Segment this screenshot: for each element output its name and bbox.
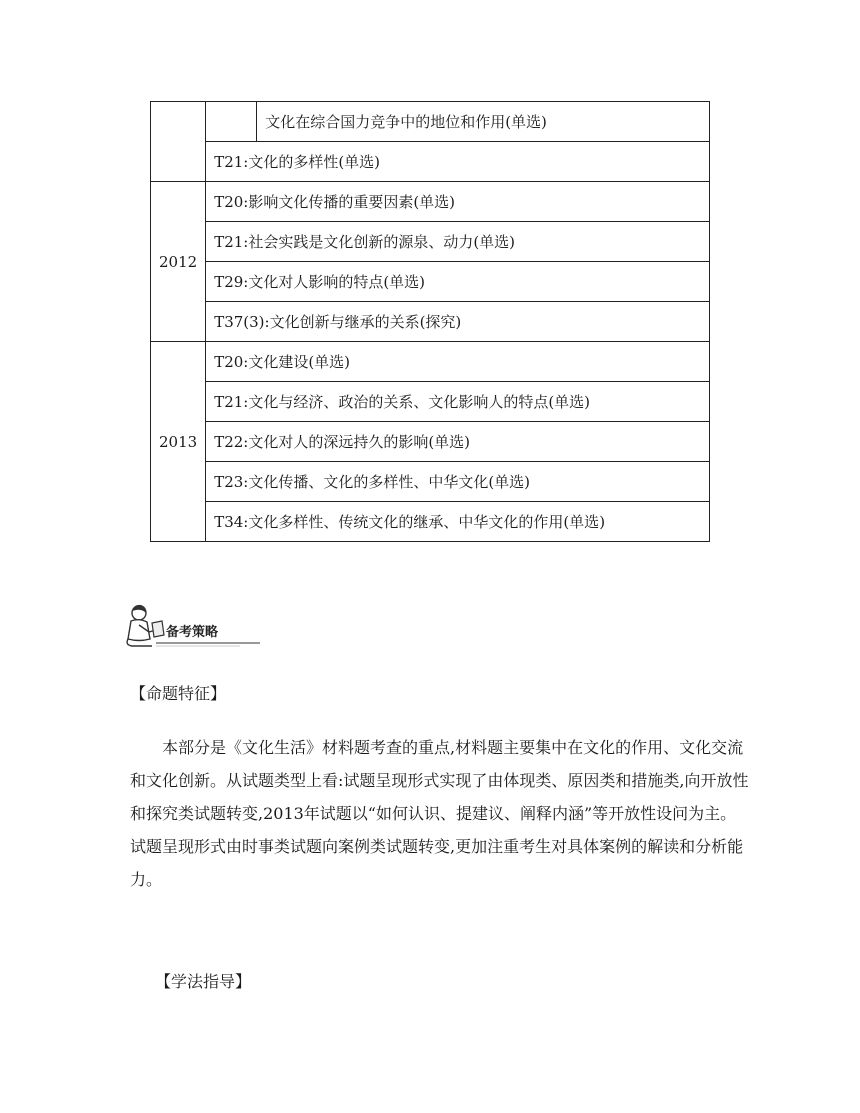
table-row <box>151 142 710 182</box>
table-cell: 文化在综合国力竞争中的地位和作用(单选) <box>257 102 710 142</box>
table-row <box>151 302 710 342</box>
features-paragraph: 本部分是《文化生活》材料题考查的重点,材料题主要集中在文化的作用、文化交流和文化创新。从试题类型上看:试题呈现形式实现了由体现类、原因类和措施类,向开放性和探究类试题转变,2013年试题以“如何认识、提建议、阐释内涵”等开放性设问为主。试题呈现形式由时事类试题向案例类试题转变,更加注重考生对具体案例的解读和分析能力。 <box>130 738 749 889</box>
table-cell: T20:文化建设(单选) <box>206 342 710 382</box>
table-row <box>151 262 710 302</box>
table-row <box>151 502 710 542</box>
section-heading-features: 【命题特征】 <box>130 684 227 703</box>
table-cell: T37(3):文化创新与继承的关系(探究) <box>206 302 710 342</box>
table-row <box>151 182 710 222</box>
table-cell: T20:影响文化传播的重要因素(单选) <box>206 182 710 222</box>
table-row <box>151 462 710 502</box>
table-row <box>151 342 710 382</box>
year-cell-2012: 2012 <box>151 182 206 342</box>
table-row <box>151 222 710 262</box>
strategy-banner <box>122 601 262 653</box>
table-row <box>151 382 710 422</box>
table-row <box>151 422 710 462</box>
table-cell: T29:文化对人影响的特点(单选) <box>206 262 710 302</box>
table-cell: T23:文化传播、文化的多样性、中华文化(单选) <box>206 462 710 502</box>
section-heading-study-guide: 【学法指导】 <box>155 972 252 991</box>
year-cell-blank <box>151 102 206 182</box>
year-cell-2013: 2013 <box>151 342 206 542</box>
table-cell: T21:文化的多样性(单选) <box>206 142 710 182</box>
exam-topics-table <box>150 101 710 542</box>
table-row <box>151 102 710 142</box>
table-cell: T21:文化与经济、政治的关系、文化影响人的特点(单选) <box>206 382 710 422</box>
table-cell: T34:文化多样性、传统文化的继承、中华文化的作用(单选) <box>206 502 710 542</box>
table-cell: T21:社会实践是文化创新的源泉、动力(单选) <box>206 222 710 262</box>
blank-cell <box>206 102 257 142</box>
strategy-title: 备考策略 <box>166 625 219 640</box>
table-cell: T22:文化对人的深远持久的影响(单选) <box>206 422 710 462</box>
